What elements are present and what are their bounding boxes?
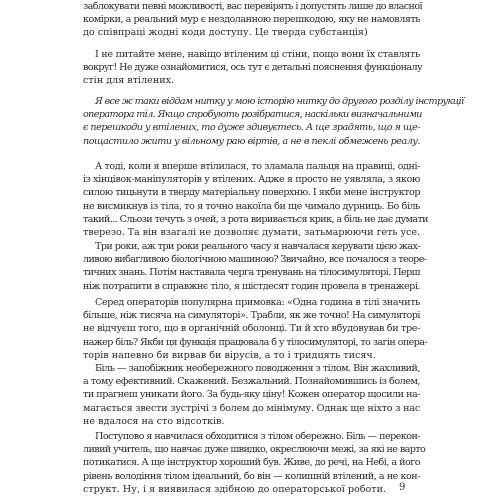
- text-line: тверезо. Та він взагалі не дозволяє думати, затьмарюючи геть усе.: [83, 226, 420, 238]
- paragraph: [83, 296, 427, 362]
- text-line: ливий учитель, що навчає дуже швидко, окреслюючи межі, за які не варто: [83, 444, 426, 456]
- text-line: Три роки, аж три роки реального часу я навчалася керувати цією жах-: [95, 241, 420, 252]
- text-line: такий... Сльози течуть з очей, з рота виривається крик, а біль не дає думати: [83, 213, 428, 225]
- text-line: тичних знань. Потім наставала черга тренувань на тілосимуляторі. Перш: [83, 267, 420, 279]
- text-line: заблокувати певні можливості, вас перевірять і допустять лише до власної: [83, 1, 423, 12]
- text-line: ти прагнеш уникати його. За будь-яку ціну! Кожен оператор щосили на-: [83, 389, 420, 401]
- paragraph: [83, 0, 423, 40]
- text-line: І не питайте мене, навіщо втіленим ці стіни, пощо вони їх ставлять: [95, 49, 420, 60]
- text-line: силою тицьнути в тверду матеріальну поверхню. І якби мене інструктор: [83, 187, 420, 199]
- text-line: структ. Ну, і я виявилася здібною до операторської роботи.: [83, 483, 387, 495]
- text-line: ливою вибагливою біологічною машиною? Звичайно, все почалося з теоре-: [83, 254, 427, 266]
- text-line: торів напевно би вирвав би вірусів, а то і тридцять тисяч.: [83, 349, 376, 361]
- text-line: не висмикнув із тіла, то я точно накоїла би ще чимало дурниць. Бо біль: [83, 200, 420, 212]
- text-line: рівень володіння тілом ідеальний, бо він — колишній втілений, а не кон-: [83, 470, 420, 482]
- text-line: а тому ефективний. Скажений. Безжальний. Познайомившись із болем,: [83, 376, 420, 388]
- text-line: нажер біль? Якби ця функція працювала б у тілосимуляторі, то загін опера-: [83, 336, 427, 348]
- text-line: із хінцівок-маніпуляторів у втілених. Адже я просто не уявляла, з якою: [83, 174, 420, 186]
- paragraph: [83, 362, 420, 428]
- text-line: Поступово я навчилася обходитися з тілом обережно. Біль — перекон-: [95, 431, 420, 442]
- text-line: не відчуєш того, що в органічній оболонці. Ти й хто вбудовував би тре-: [83, 323, 420, 335]
- text-line: вокруг! Не дуже ознайомитися, ось тут є детальні пояснення функціоналу: [83, 62, 423, 74]
- paragraph: [83, 95, 464, 148]
- text-line: А тоді, коли я вперше втілилася, то зламала пальця на правиці, одні-: [95, 161, 420, 172]
- page-number: 9: [399, 482, 406, 493]
- paragraph: [83, 240, 427, 293]
- text-line: комірки, а реальний мур є нездоланною перешкодою, яку не намовлять: [83, 14, 420, 26]
- text-line: до співпраці жодні коди доступу. Це тверда субстанція): [83, 27, 368, 39]
- text-line: стін для втілених.: [83, 75, 175, 87]
- text-line: ніж потрапити в справжнє тіло, я шістдесят годин провела в тренажері.: [83, 280, 420, 292]
- text-line: Я все ж таки віддам нитку у мою історію нитку до другого розділу інструкції: [95, 96, 464, 107]
- text-line: оператора тіл. Якщо спробують розібратися, наскільки визначальними: [83, 109, 422, 121]
- text-line: пощастило жити у вільному раю віртів, а не в пеклі обмежень реалу.: [83, 135, 420, 147]
- text-line: Серед операторів популярна примовка: «Одна година в тілі значить: [95, 297, 420, 308]
- text-line: Біль — запобіжник необережного поводження з тілом. Він жахливий,: [95, 363, 420, 374]
- text-line: є перешкоди у втілених, то дуже здивуєтесь. А ще зрадять, що я ще-: [83, 122, 420, 134]
- paragraph: [83, 48, 423, 88]
- text-line: більше, ніж тисяча на симуляторі». Трабли, як же точно! На симуляторі: [83, 310, 420, 322]
- text-line: не вдалося на сто відсотків.: [83, 415, 225, 427]
- paragraph: [83, 160, 428, 239]
- paragraph: [83, 430, 426, 496]
- text-line: потикатися. А ще інструктор хороший був. Живе, до речі, на Небі, а його: [83, 457, 420, 469]
- text-line: магається звести зустрічі з болем до мінімуму. Однак ще ніхто з нас: [83, 402, 420, 414]
